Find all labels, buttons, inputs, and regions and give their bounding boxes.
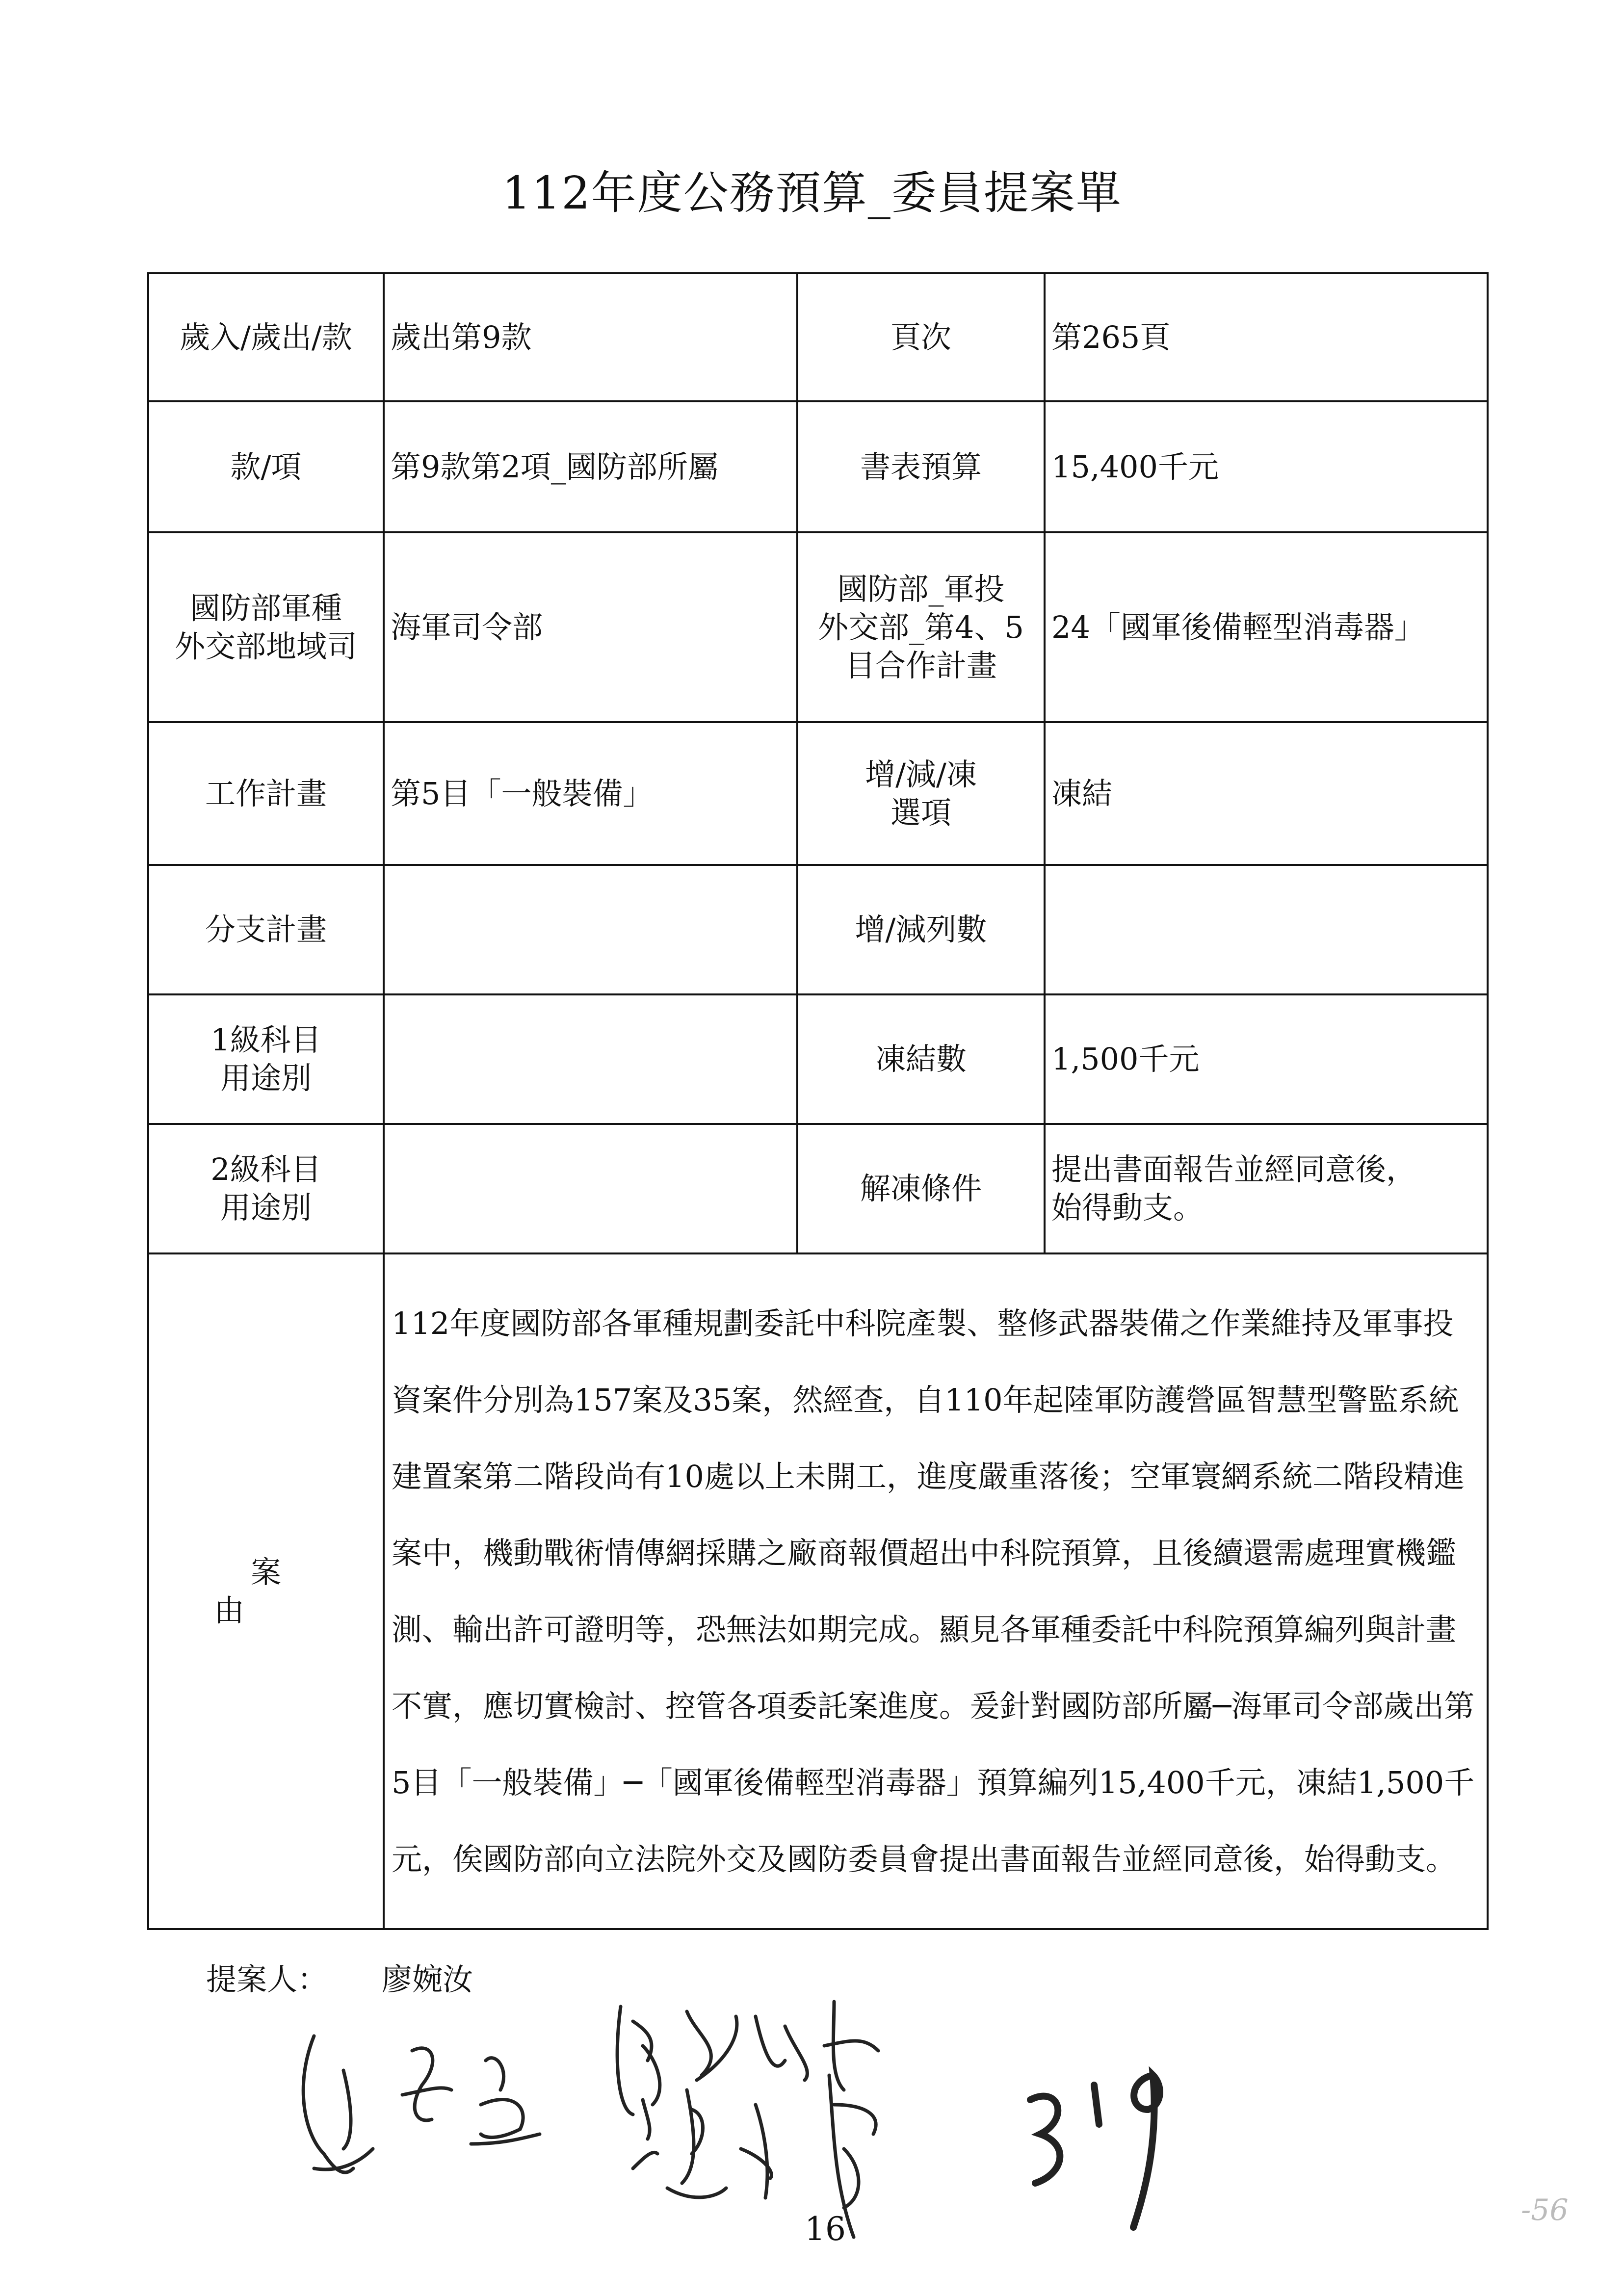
proposer-name: 廖婉汝 <box>382 1961 473 1997</box>
row-label: 書表預算 <box>797 401 1045 532</box>
row-label: 國防部軍種 外交部地域司 <box>148 532 384 722</box>
row-value: 海軍司令部 <box>384 532 797 722</box>
margin-note: -56 <box>1521 2193 1569 2227</box>
row-label: 解凍條件 <box>797 1124 1045 1253</box>
row-label: 國防部_軍投 外交部_第4、5 目合作計畫 <box>797 532 1045 722</box>
row-value: 凍結 <box>1045 722 1488 865</box>
row-label: 增/減/凍 選項 <box>797 722 1045 865</box>
row-label: 2級科目 用途別 <box>148 1124 384 1253</box>
reason-label: 案由 <box>148 1253 384 1929</box>
row-value: 第265頁 <box>1045 273 1488 401</box>
row-label: 工作計畫 <box>148 722 384 865</box>
row-label: 凍結數 <box>797 994 1045 1124</box>
row-value: 提出書面報告並經同意後， 始得動支。 <box>1045 1124 1488 1253</box>
row-label: 款/項 <box>148 401 384 532</box>
reason-text: 112年度國防部各軍種規劃委託中科院產製、整修武器裝備之作業維持及軍事投資案件分別為157案及35案，然經查，自110年起陸軍防護營區智慧型警監系統建置案第二階段尚有10處以上未開工，進度嚴重落後；空軍寰網系統二階段精進案中，機動戰術情傳網採購之廠商報價超出中科院預算，且後續還需處理實機鑑測、輸出許可證明等，恐無法如期完成。顯見各軍種委託中科院預算編列與計畫不實，應切實檢討、控管各項委託案進度。爰針對國防部所屬─海軍司令部歲出第5目「一般裝備」─「國軍後備輕型消毒器」預算編列15,400千元，凍結1,500千元，俟國防部向立法院外交及國防委員會提出書面報告並經同意後，始得動支。 <box>384 1253 1488 1929</box>
signature-1 <box>617 2002 878 2114</box>
row-value: 24「國軍後備輕型消毒器」 <box>1045 532 1488 722</box>
row-label: 頁次 <box>797 273 1045 401</box>
row-label: 分支計畫 <box>148 865 384 994</box>
signature-4 <box>1030 2075 1160 2227</box>
row-value: 第9款第2項_國防部所屬 <box>384 401 797 532</box>
row-label: 1級科目 用途別 <box>148 994 384 1124</box>
row-value: 歲出第9款 <box>384 273 797 401</box>
page-title: 112年度公務預算_委員提案單 <box>502 167 1122 219</box>
row-value: 15,400千元 <box>1045 401 1488 532</box>
row-label: 增/減列數 <box>797 865 1045 994</box>
signature-2 <box>303 2036 540 2172</box>
row-value: 1,500千元 <box>1045 994 1488 1124</box>
row-label: 歲入/歲出/款 <box>148 273 384 401</box>
row-value: 第5目「一般裝備」 <box>384 722 797 865</box>
proposer-label: 提案人： <box>206 1961 328 1997</box>
page-number: 16 <box>805 2210 846 2248</box>
